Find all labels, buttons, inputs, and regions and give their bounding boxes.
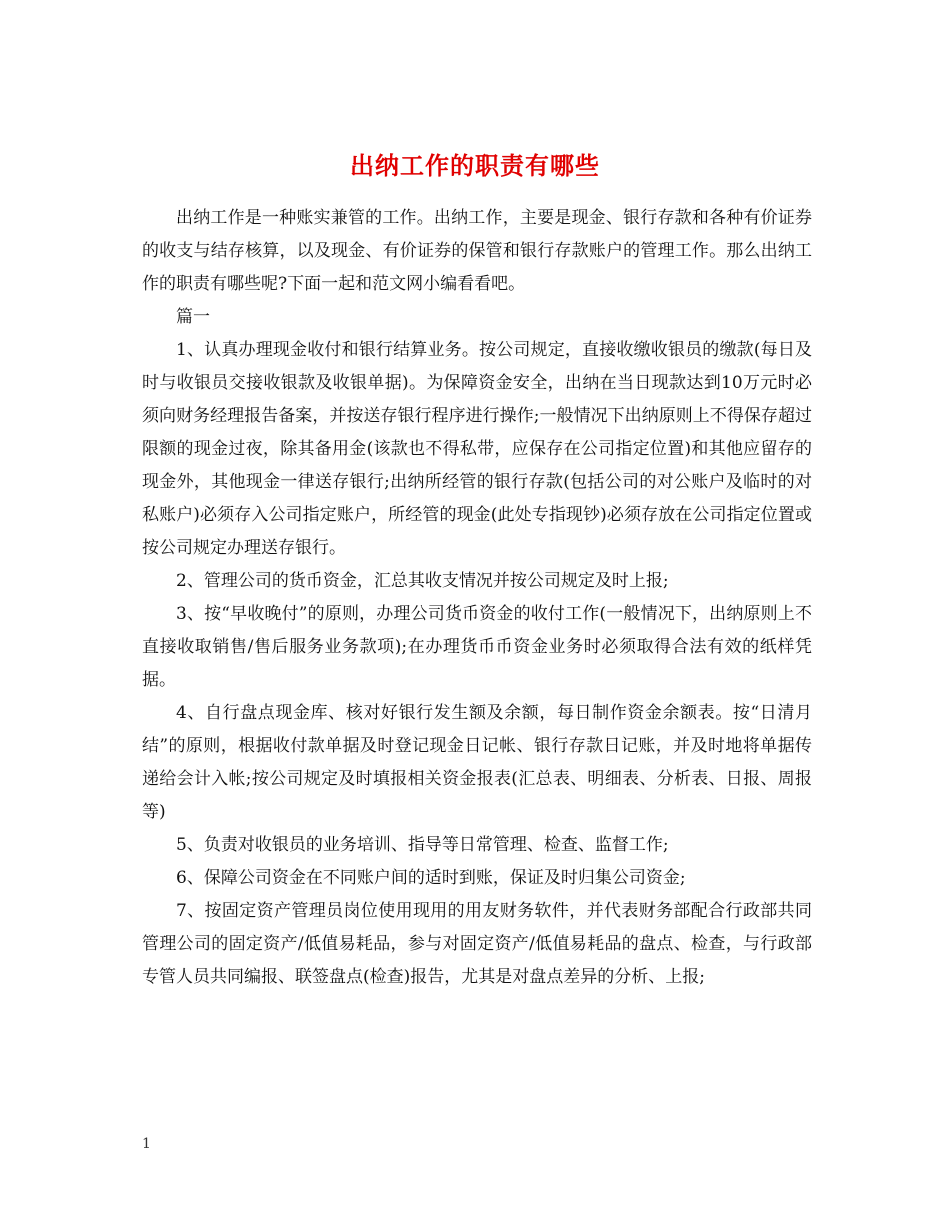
page-number: 1 [142, 1136, 151, 1152]
duty-item-6: 6、保障公司资金在不同账户间的适时到账，保证及时归集公司资金; [176, 868, 686, 888]
duty-item-4: 4、自行盘点现金库、核对好银行发生额及余额，每日制作资金余额表。按“日清月结”的原则，根据收付款单据及时登记现金日记帐、银行存款日记账，并及时地将单据传递给会计入帐;按公司规定及时填报相关资金报表(汇总表、明细表、分析表、日报、周报等) [142, 703, 812, 822]
duty-item-1: 1、认真办理现金收付和银行结算业务。按公司规定，直接收缴收银员的缴款(每日及时与收银员交接收银款及收银单据)。为保障资金安全，出纳在当日现款达到10万元时必须向财务经理报告备案，并按送存银行程序进行操作;一般情况下出纳原则上不得保存超过限额的现金过夜，除其备用金(该款也不得私带，应保存在公司指定位置)和其他应留存的现金外，其他现金一律送存银行;出纳所经管的银行存款(包括公司的对公账户及临时的对私账户)必须存入公司指定账户，所经管的现金(此处专指现钞)必须存放在公司指定位置或按公司规定办理送存银行。 [142, 340, 812, 558]
duty-item-7: 7、按固定资产管理员岗位使用现用的用友财务软件，并代表财务部配合行政部共同管理公司的固定资产/低值易耗品，参与对固定资产/低值易耗品的盘点、检查，与行政部专管人员共同编报、联签盘点(检查)报告，尤其是对盘点差异的分析、上报; [142, 901, 812, 987]
page-title: 出纳工作的职责有哪些 [350, 151, 600, 181]
intro-paragraph: 出纳工作是一种账实兼管的工作。出纳工作，主要是现金、银行存款和各种有价证券的收支与结存核算，以及现金、有价证券的保管和银行存款账户的管理工作。那么出纳工作的职责有哪些呢?下面一起和范文网小编看看吧。 [142, 208, 812, 294]
duty-item-5: 5、负责对收银员的业务培训、指导等日常管理、检查、监督工作; [176, 835, 669, 855]
section-heading: 篇一 [176, 307, 210, 327]
duty-item-3: 3、按“早收晚付”的原则，办理公司货币资金的收付工作(一般情况下，出纳原则上不直接收取销售/售后服务业务款项);在办理货币币资金业务时必须取得合法有效的纸样凭据。 [142, 604, 812, 690]
duty-item-2: 2、管理公司的货币资金，汇总其收支情况并按公司规定及时上报; [176, 571, 669, 591]
document-body [142, 202, 812, 994]
